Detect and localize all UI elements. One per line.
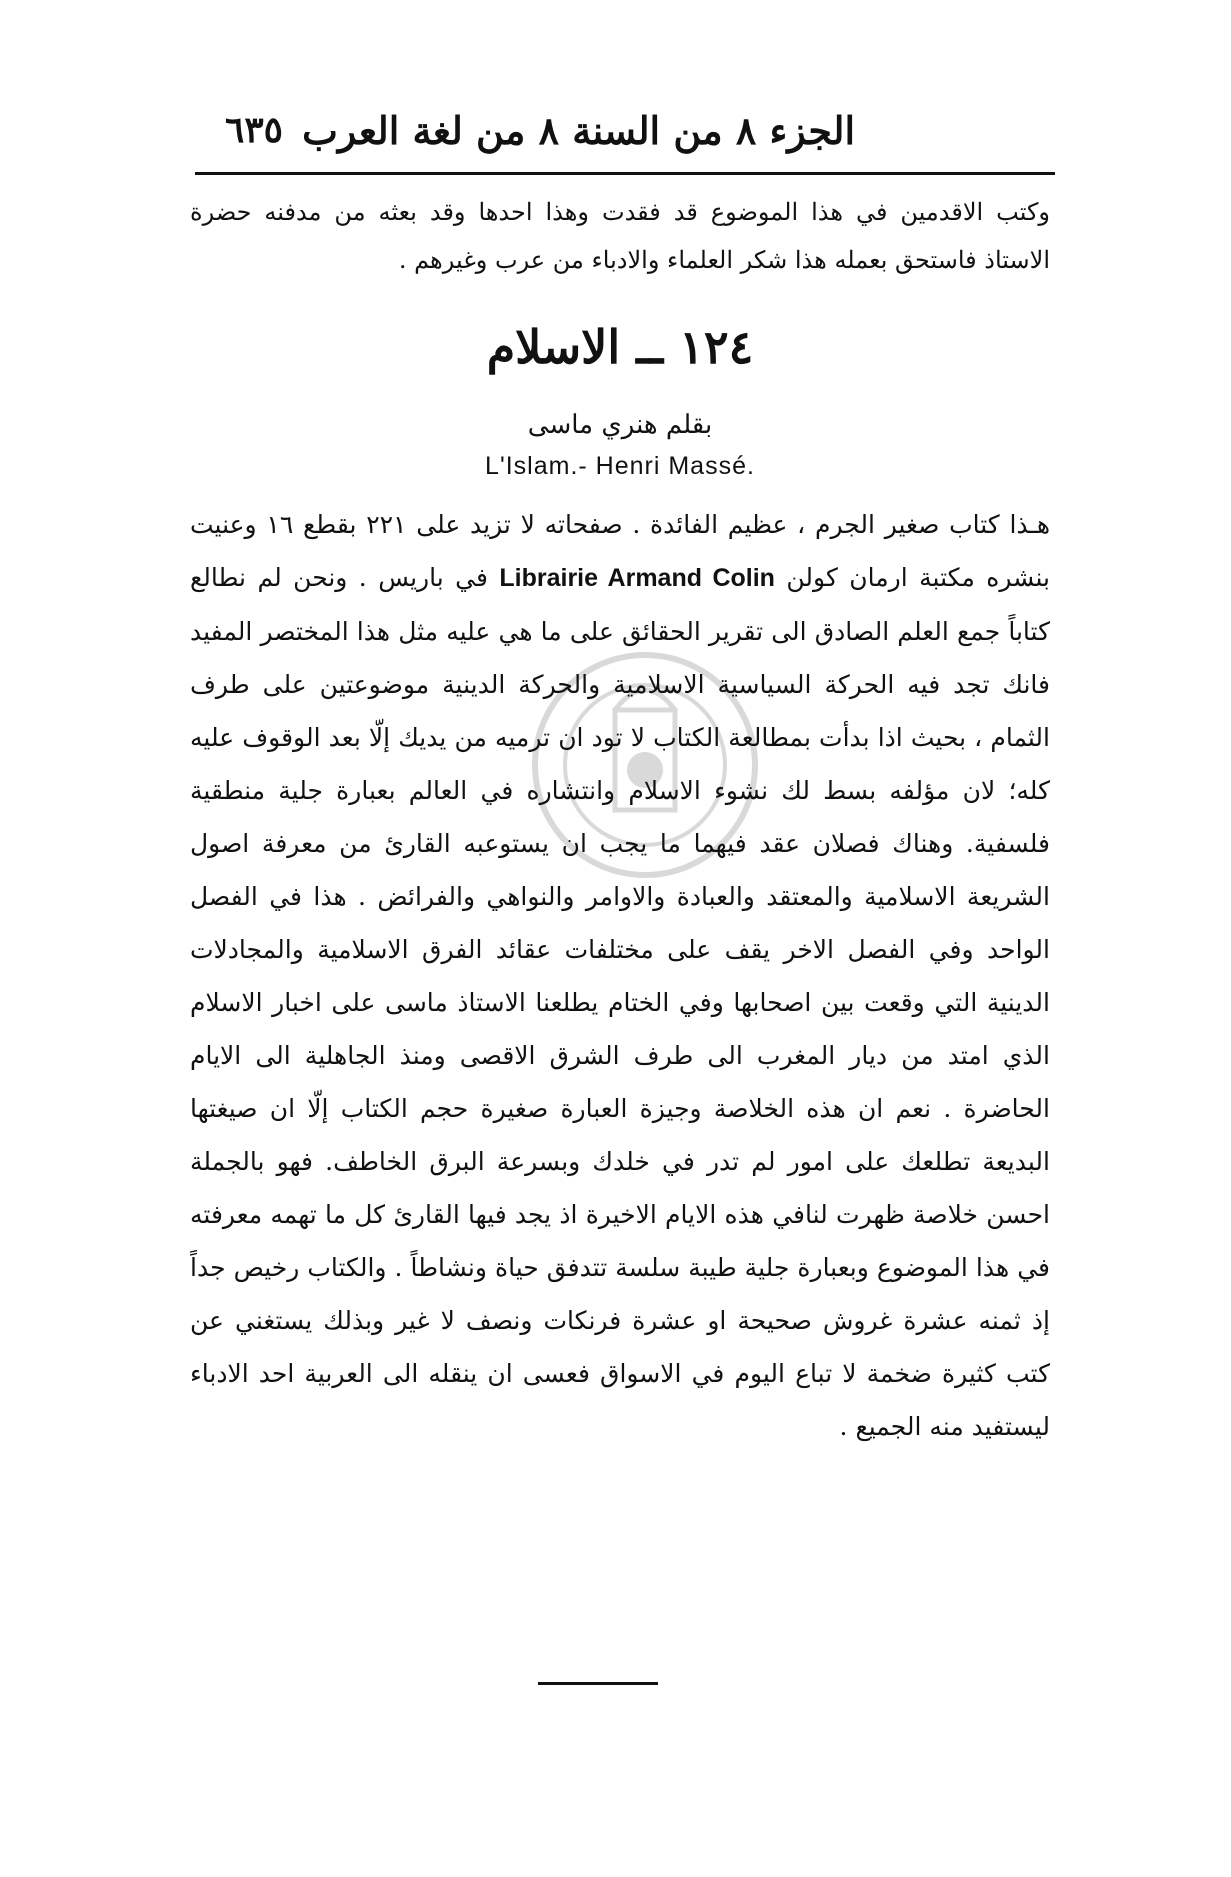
header-divider bbox=[195, 172, 1055, 175]
publisher-name: Librairie Armand Colin bbox=[499, 564, 775, 592]
review-body bbox=[190, 498, 1050, 1453]
page-number: ٦٣٥ bbox=[225, 109, 284, 151]
byline-arabic: بقلم هنري ماسى bbox=[527, 410, 713, 440]
running-title: الجزء ٨ من السنة ٨ من لغة العرب bbox=[302, 107, 855, 153]
section-title: ١٢٤ ــ الاسلام bbox=[486, 320, 754, 374]
byline-french: L'Islam.- Henri Massé. bbox=[485, 452, 755, 480]
end-divider bbox=[538, 1682, 658, 1685]
body-text-part-2: في باريس . ونحن لم نطالع كتاباً جمع العلم الصادق الى تقرير الحقائق على ما هي عليه مثل هذا المختصر المفيد فانك تجد فيه الحركة السياسية الاسلامية والحركة الدينية موضوعتين على طرف الثمام ، بحيث اذا بدأت بمطالعة الكتاب لا تود ان ترميه من يديك إلّا بعد الوقوف عليه كله؛ لان مؤلفه بسط لك نشوء الاسلام وانتشاره في العالم بعبارة جلية منطقية فلسفية. وهناك فصلان عقد فيهما ما يجب ان يستوعبه القارئ من معرفة اصول الشريعة الاسلامية والمعتقد والعبادة والاوامر والنواهي والفرائض . هذا في الفصل الواحد وفي الفصل الاخر يقف على مختلفات عقائد الفرق الاسلامية والمجادلات الدينية التي وقعت بين اصحابها وفي الختام يطلعنا الاستاذ ماسى على اخبار الاسلام الذي امتد من ديار المغرب الى طرف الشرق الاقصى ومنذ الجاهلية الى الايام الحاضرة . نعم ان هذه الخلاصة وجيزة العبارة صغيرة حجم الكتاب إلّا ان صيغتها البديعة تطلعك على امور لم تدر في خلدك وبسرعة البرق الخاطف. فهو بالجملة احسن خلاصة ظهرت لنافي هذه الايام الاخيرة اذ يجد فيها القارئ كل ما تهمه معرفته في هذا الموضوع وبعبارة جلية طيبة سلسة تتدفق حياة ونشاطاً . والكتاب رخيص جداً إذ ثمنه عشرة غروش صحيحة او عشرة فرنكات ونصف لا غير وبذلك يستغني عن كتب كثيرة ضخمة لا تباع اليوم في الاسواق فعسى ان ينقله الى العربية احد الادباء ليستفيد منه الجميع . bbox=[190, 563, 1050, 1441]
body-text-part-1: هـذا كتاب صغير الجرم ، عظيم الفائدة . صفحاته لا تزيد على ٢٢١ بقطع ١٦ وعنيت بنشره مكتبة ارمان كولن bbox=[190, 510, 1051, 592]
intro-paragraph: وكتب الاقدمين في هذا الموضوع قد فقدت وهذا احدها وقد بعثه من مدفنه حضرة الاستاذ فاستحق بعمله هذا شكر العلماء والادباء من عرب وغيرهم . bbox=[190, 198, 1050, 274]
running-head bbox=[225, 100, 855, 160]
